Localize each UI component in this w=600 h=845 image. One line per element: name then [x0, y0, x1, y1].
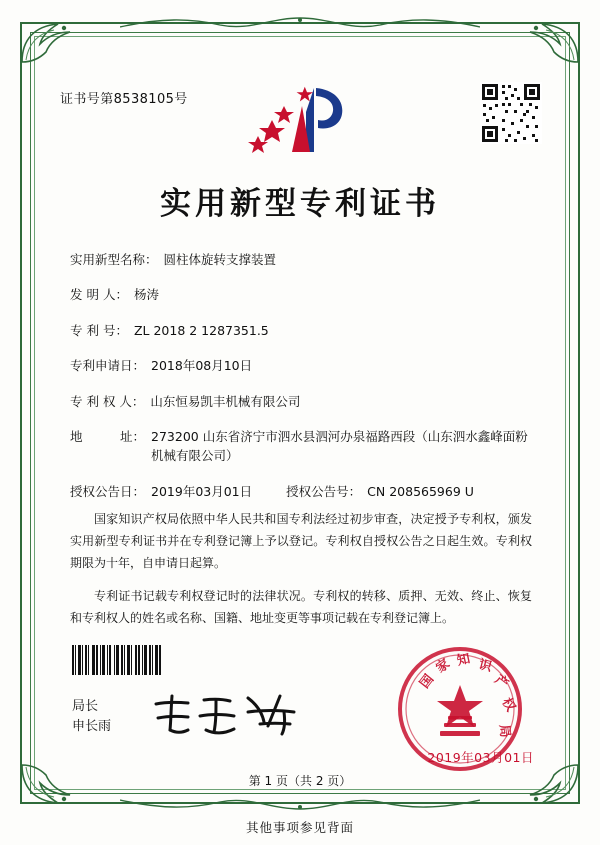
barcode-icon — [72, 645, 190, 675]
field-label: 专 利 权 人： — [70, 393, 145, 409]
field-row-application-date — [70, 356, 532, 375]
page-title: 实用新型专利证书 — [160, 186, 440, 222]
svg-text:识: 识 — [477, 657, 494, 676]
svg-text:国: 国 — [417, 671, 438, 692]
grant-number-group — [286, 482, 474, 501]
field-row-grant — [70, 482, 532, 501]
svg-text:知: 知 — [455, 651, 472, 669]
grant-date-group — [70, 482, 252, 501]
director-name: 申长雨 — [72, 718, 112, 734]
field-value: 2018年08月10日 — [151, 358, 253, 374]
field-row-inventor — [70, 285, 532, 304]
field-row-address — [70, 427, 532, 466]
field-label: 授权公告号： — [286, 483, 362, 499]
director-title: 局长 — [72, 699, 99, 714]
field-value: 273200 山东省济宁市泗水县泗河办泉福路西段（山东泗水鑫峰面粉机械有限公司） — [151, 428, 528, 464]
handwritten-signature-icon — [148, 690, 308, 740]
svg-text:产: 产 — [491, 672, 512, 693]
field-label: 授权公告日： — [70, 483, 146, 499]
page-number: 第 1 页（共 2 页） — [248, 774, 352, 788]
certificate-number: 证书号第8538105号 — [60, 92, 188, 107]
field-row-patent-number — [70, 321, 532, 340]
patent-office-logo-icon — [244, 80, 356, 158]
field-value: 2019年03月01日 — [151, 483, 253, 499]
svg-text:家: 家 — [433, 656, 453, 677]
signature-label — [72, 697, 111, 736]
body-text — [70, 508, 532, 639]
field-row-name — [70, 250, 532, 269]
field-value: 山东恒易凯丰机械有限公司 — [150, 393, 301, 409]
field-label: 专 利 号： — [70, 322, 128, 338]
paragraph-1: 国家知识产权局依照中华人民共和国专利法经过初步审查，决定授予专利权，颁发实用新型专利证书并在专利登记簿上予以登记。专利权自授权公告之日起生效。专利权期限为十年，自申请日起算。 — [70, 512, 532, 571]
field-label: 实用新型名称： — [70, 252, 158, 267]
svg-text:局: 局 — [496, 723, 513, 739]
field-value: CN 208565969 U — [367, 483, 474, 499]
field-label: 专利申请日： — [70, 358, 146, 374]
field-list — [70, 250, 532, 517]
field-row-patentee — [70, 392, 532, 411]
qr-code-icon — [480, 82, 542, 144]
field-label: 发 明 人： — [70, 287, 128, 303]
field-value: ZL 2018 2 1287351.5 — [133, 322, 269, 338]
seal-date: 2019年03月01日 — [427, 750, 534, 765]
field-value: 圆柱体旋转支撑装置 — [163, 252, 277, 267]
field-label: 地 址： — [70, 428, 146, 444]
footer-note: 其他事项参见背面 — [245, 820, 354, 835]
svg-text:权: 权 — [498, 695, 519, 715]
field-value: 杨涛 — [133, 287, 159, 303]
paragraph-2: 专利证书记载专利权登记时的法律状况。专利权的转移、质押、无效、终止、恢复和专利权人的姓名或名称、国籍、地址变更等事项记载在专利登记簿上。 — [70, 588, 532, 625]
